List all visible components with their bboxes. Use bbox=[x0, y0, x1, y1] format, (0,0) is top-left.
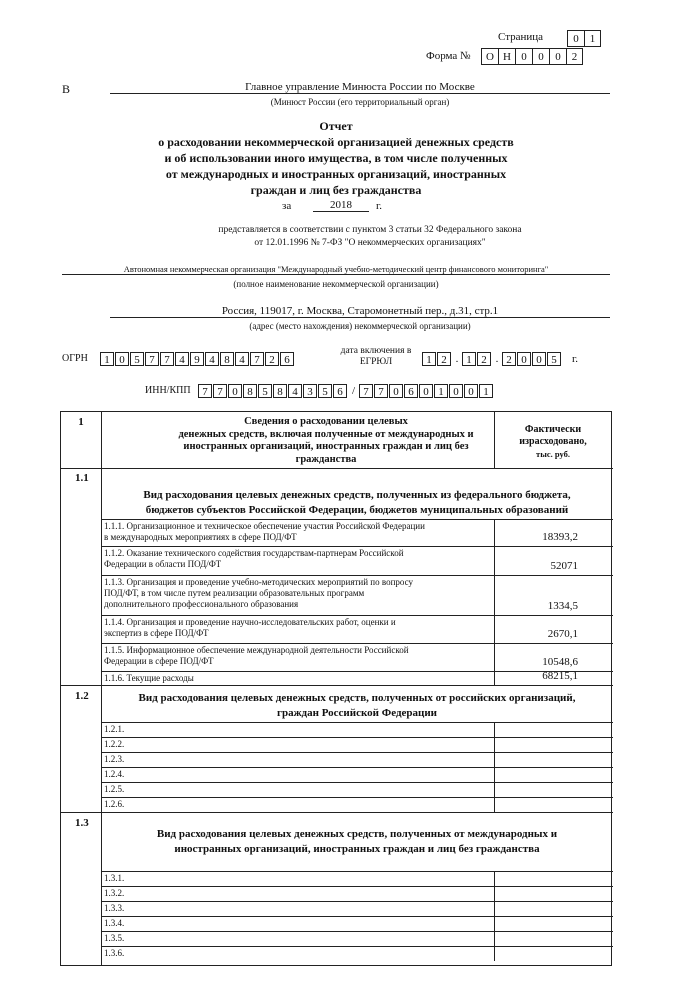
table-rule bbox=[494, 886, 495, 901]
inn-cell: 8 bbox=[273, 384, 287, 398]
ogrn-cell: 4 bbox=[205, 352, 219, 366]
table-row-value: 68215,1 bbox=[542, 670, 578, 682]
section-title-line: иностранных организаций, иностранных граждан и лиц без гражданства bbox=[174, 843, 540, 855]
row-label-line: дополнительного профессионального образования bbox=[104, 599, 299, 609]
table-rule bbox=[101, 722, 613, 723]
kpp-cell: 0 bbox=[389, 384, 403, 398]
table-rule bbox=[101, 767, 613, 768]
table-rule bbox=[494, 615, 495, 643]
kpp-cell: 6 bbox=[404, 384, 418, 398]
inn-cell: 6 bbox=[333, 384, 347, 398]
date-cell: 1 bbox=[462, 352, 476, 366]
inn-kpp-slash: / bbox=[351, 385, 356, 397]
section-title-line: бюджетов субъектов Российской Федерации, бюджетов муниципальных образований bbox=[145, 504, 569, 516]
table-rule bbox=[494, 797, 495, 812]
recipient-name: Главное управление Минюста России по Москве bbox=[110, 81, 610, 94]
ogrn-cell: 0 bbox=[115, 352, 129, 366]
ogrn-cell: 6 bbox=[280, 352, 294, 366]
row-label-line: экспертиз в сфере ПОД/ФТ bbox=[104, 628, 209, 638]
section-title bbox=[101, 827, 613, 857]
kpp-cell: 0 bbox=[464, 384, 478, 398]
org-address-caption: (адрес (место нахождения) некоммерческой организации) bbox=[249, 321, 471, 331]
table-row-value: 10548,6 bbox=[542, 656, 578, 668]
row-label-line: 1.1.1. Организационное и техническое обеспечение участия Российской Федерации bbox=[104, 521, 425, 531]
form-cell: О bbox=[481, 48, 498, 65]
table-row-label bbox=[104, 577, 491, 610]
col2-header-line: иностранных организаций, иностранных граждан и лиц без bbox=[183, 441, 469, 452]
col2-header-line: гражданства bbox=[295, 453, 357, 465]
table-rule bbox=[494, 946, 495, 961]
date-cell: 0 bbox=[532, 352, 546, 366]
form-cell: 0 bbox=[515, 48, 532, 65]
date-separator: . bbox=[455, 353, 459, 365]
table-row-value: 52071 bbox=[550, 560, 578, 572]
inn-cell: 8 bbox=[243, 384, 257, 398]
table-row-label: 1.2.5. bbox=[104, 784, 125, 794]
table-rule bbox=[101, 615, 613, 616]
legal-line: представляется в соответствии с пунктом 3 статьи 32 Федерального закона bbox=[218, 225, 522, 235]
ogrn-cell: 9 bbox=[190, 352, 204, 366]
row-label-line: 1.1.2. Оказание технического содействия государствам-партнерам Российской bbox=[104, 548, 404, 558]
inn-cell: 0 bbox=[228, 384, 242, 398]
recipient-caption: (Минюст России (его территориальный орган) bbox=[270, 97, 450, 107]
inn-cells bbox=[198, 384, 348, 398]
date-suffix: г. bbox=[571, 353, 578, 365]
kpp-cell: 1 bbox=[479, 384, 493, 398]
ogrn-cell: 7 bbox=[145, 352, 159, 366]
table-rule bbox=[101, 575, 613, 576]
kpp-cell: 1 bbox=[434, 384, 448, 398]
table-row-label bbox=[104, 645, 491, 667]
section-number: 1.2 bbox=[75, 690, 89, 702]
org-name: Автономная некоммерческая организация "Международный учебно-методический центр финансового мониторинга" bbox=[62, 264, 610, 275]
title-line: Отчет bbox=[319, 119, 353, 133]
table-row-label: 1.2.3. bbox=[104, 754, 125, 764]
table-row-label: 1.2.1. bbox=[104, 724, 125, 734]
table-row-value: 2670,1 bbox=[547, 628, 578, 640]
col3-header-line: Фактически bbox=[524, 424, 582, 435]
form-label: Форма № bbox=[426, 50, 471, 62]
table-rule bbox=[494, 871, 495, 886]
date-separator: . bbox=[495, 353, 499, 365]
inn-cell: 5 bbox=[258, 384, 272, 398]
ogrn-cell: 4 bbox=[175, 352, 189, 366]
inn-kpp-label: ИНН/КПП bbox=[145, 385, 191, 396]
form-cell: 0 bbox=[549, 48, 566, 65]
date-cell: 0 bbox=[517, 352, 531, 366]
report-year: 2018 bbox=[313, 199, 369, 212]
table-rule bbox=[494, 412, 495, 468]
section-title bbox=[101, 488, 613, 518]
date-cell: 2 bbox=[477, 352, 491, 366]
table-row-label: 1.2.4. bbox=[104, 769, 125, 779]
table-row-label bbox=[104, 548, 491, 570]
col2-header-line: денежных средств, включая полученные от международных и bbox=[178, 428, 474, 440]
inn-cell: 3 bbox=[303, 384, 317, 398]
kpp-cell: 7 bbox=[359, 384, 373, 398]
table-row-label: 1.2.2. bbox=[104, 739, 125, 749]
title-line: граждан и лиц без гражданства bbox=[250, 183, 422, 197]
inn-cell: 4 bbox=[288, 384, 302, 398]
table-row-label bbox=[104, 521, 491, 543]
table-rule bbox=[494, 671, 495, 685]
table-rule bbox=[494, 767, 495, 782]
table-rule bbox=[101, 946, 613, 947]
legal-line: от 12.01.1996 № 7-ФЗ "О некоммерческих организациях" bbox=[254, 238, 486, 248]
col3-header bbox=[494, 424, 612, 460]
row-label-line: 1.1.6. Текущие расходы bbox=[104, 673, 194, 683]
table-rule bbox=[101, 546, 613, 547]
kpp-cells bbox=[359, 384, 494, 398]
row-label-line: Федерации в сфере ПОД/ФТ bbox=[104, 656, 214, 666]
section-number: 1.3 bbox=[75, 817, 89, 829]
page-cell: 1 bbox=[584, 30, 601, 47]
table-rule bbox=[101, 931, 613, 932]
table-row-label: 1.3.6. bbox=[104, 948, 125, 958]
ogrn-cell: 4 bbox=[235, 352, 249, 366]
table-row-label: 1.3.4. bbox=[104, 918, 125, 928]
table-rule bbox=[494, 546, 495, 575]
table-rule bbox=[101, 519, 613, 520]
table-rule bbox=[101, 797, 613, 798]
row-label-line: в международных мероприятиях в сфере ПОД/ФТ bbox=[104, 532, 297, 542]
date-cell: 2 bbox=[437, 352, 451, 366]
table-row-label: 1.2.6. bbox=[104, 799, 125, 809]
egrul-label-line: дата включения в bbox=[340, 346, 412, 356]
egrul-label bbox=[330, 346, 422, 368]
year-prefix: за bbox=[282, 200, 292, 212]
inn-cell: 5 bbox=[318, 384, 332, 398]
table-rule bbox=[61, 812, 613, 813]
egrul-label-line: ЕГРЮЛ bbox=[359, 357, 393, 367]
section-title-line: Вид расходования целевых денежных средств, полученных от российских организаций, bbox=[138, 692, 576, 704]
table-rule bbox=[101, 901, 613, 902]
row-label-line: Федерации в области ПОД/ФТ bbox=[104, 559, 222, 569]
table-rule bbox=[494, 752, 495, 767]
org-address: Россия, 119017, г. Москва, Старомонетный пер., д.31, стр.1 bbox=[110, 305, 610, 318]
table-rule bbox=[494, 901, 495, 916]
title-line: о расходовании некоммерческой организацией денежных средств bbox=[158, 135, 514, 149]
table-rule bbox=[101, 737, 613, 738]
table-rule bbox=[101, 916, 613, 917]
table-rule bbox=[101, 643, 613, 644]
row-label-line: ПОД/ФТ, в том числе путем реализации образовательных программ bbox=[104, 588, 365, 598]
kpp-cell: 7 bbox=[374, 384, 388, 398]
page-number-cells bbox=[567, 30, 601, 47]
section-title-line: граждан Российской Федерации bbox=[276, 707, 438, 719]
report-title bbox=[60, 118, 612, 198]
row-label-line: 1.1.4. Организация и проведение научно-исследовательских работ, оценки и bbox=[104, 617, 396, 627]
table-rule bbox=[494, 931, 495, 946]
ogrn-cell: 5 bbox=[130, 352, 144, 366]
date-cell: 2 bbox=[502, 352, 516, 366]
inn-cell: 7 bbox=[198, 384, 212, 398]
row-label-line: 1.1.5. Информационное обеспечение международной деятельности Российской bbox=[104, 645, 409, 655]
page-cell: 0 bbox=[567, 30, 584, 47]
table-rule bbox=[101, 871, 613, 872]
kpp-cell: 0 bbox=[449, 384, 463, 398]
form-cell: 0 bbox=[532, 48, 549, 65]
table-rule bbox=[494, 737, 495, 752]
col2-header-line: Сведения о расходовании целевых bbox=[244, 416, 408, 427]
ogrn-cell: 8 bbox=[220, 352, 234, 366]
date-cell: 5 bbox=[547, 352, 561, 366]
table-rule bbox=[101, 752, 613, 753]
table-row-label: 1.3.1. bbox=[104, 873, 125, 883]
table-row-label: 1.3.5. bbox=[104, 933, 125, 943]
title-line: от международных и иностранных организаций, иностранных bbox=[165, 167, 507, 181]
date-cell: 1 bbox=[422, 352, 436, 366]
inn-kpp-cells bbox=[198, 384, 494, 398]
section-title-line: Вид расходования целевых денежных средств, полученных из федерального бюджета, bbox=[143, 489, 571, 501]
ogrn-cell: 7 bbox=[250, 352, 264, 366]
kpp-cell: 0 bbox=[419, 384, 433, 398]
table-row-label bbox=[104, 617, 491, 639]
form-number-cells bbox=[481, 48, 583, 65]
table-row-label bbox=[104, 673, 491, 684]
table-row-label: 1.3.3. bbox=[104, 903, 125, 913]
table-row-value: 1334,5 bbox=[547, 600, 578, 612]
year-suffix: г. bbox=[376, 200, 383, 212]
table-rule bbox=[494, 575, 495, 615]
org-name-caption: (полное наименование некоммерческой организации) bbox=[233, 279, 439, 289]
ogrn-cell: 1 bbox=[100, 352, 114, 366]
section-number: 1.1 bbox=[75, 472, 89, 484]
ogrn-cells bbox=[100, 352, 295, 366]
section-title bbox=[101, 691, 613, 721]
table-rule bbox=[494, 519, 495, 546]
ogrn-cell: 7 bbox=[160, 352, 174, 366]
col2-header bbox=[101, 416, 551, 466]
table-row-label: 1.3.2. bbox=[104, 888, 125, 898]
table-rule bbox=[494, 782, 495, 797]
page-label: Страница bbox=[498, 31, 544, 43]
form-cell: 2 bbox=[566, 48, 583, 65]
section-title-line: Вид расходования целевых денежных средств, полученных от международных и bbox=[156, 828, 558, 840]
form-cell: Н bbox=[498, 48, 515, 65]
row-label-line: 1.1.3. Организация и проведение учебно-методических мероприятий по вопросу bbox=[104, 577, 413, 587]
table-rule bbox=[61, 468, 613, 469]
recipient-prefix: В bbox=[62, 82, 71, 96]
expense-table bbox=[60, 411, 612, 966]
table-rule bbox=[101, 886, 613, 887]
table-rule bbox=[494, 643, 495, 671]
egrul-date bbox=[422, 352, 578, 366]
legal-reference bbox=[60, 224, 680, 250]
table-rule bbox=[101, 782, 613, 783]
col1-header: 1 bbox=[78, 416, 84, 428]
table-rule bbox=[61, 685, 613, 686]
col3-header-line: израсходовано, bbox=[519, 436, 587, 447]
table-rule bbox=[494, 916, 495, 931]
ogrn-cell: 2 bbox=[265, 352, 279, 366]
table-rule bbox=[494, 722, 495, 737]
table-row-value: 18393,2 bbox=[542, 531, 578, 543]
col3-header-line: тыс. руб. bbox=[536, 449, 570, 459]
ogrn-label: ОГРН bbox=[62, 353, 88, 364]
inn-cell: 7 bbox=[213, 384, 227, 398]
title-line: и об использовании иного имущества, в том числе полученных bbox=[164, 151, 508, 165]
